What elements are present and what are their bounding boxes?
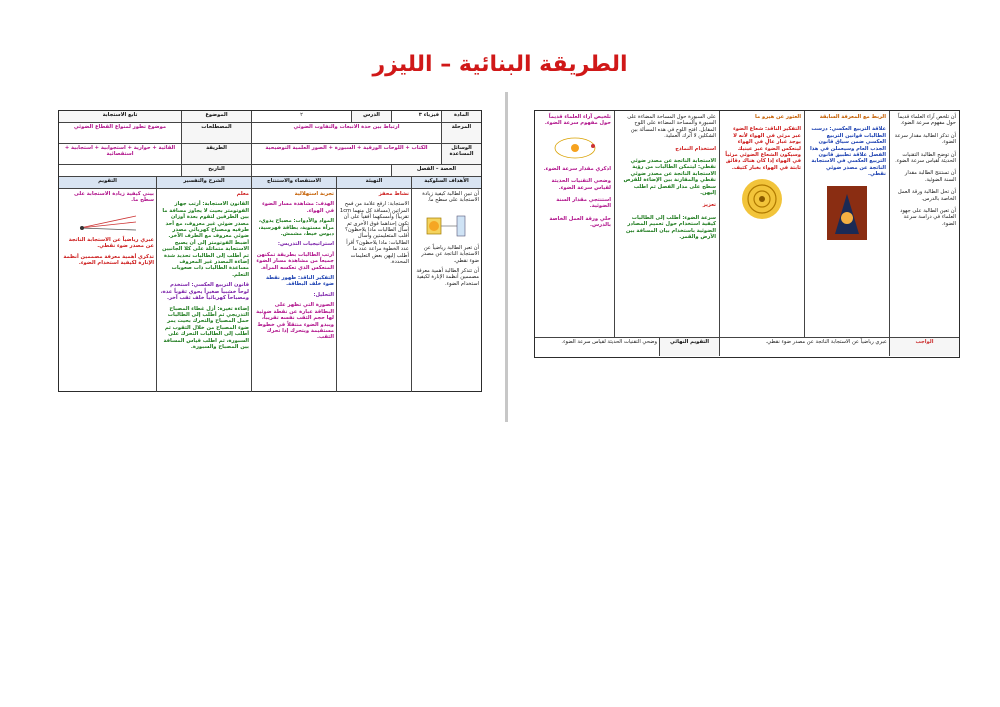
objective-item: أن تحل الطالبة ورقة العمل الخاصة بالدرس. bbox=[897, 189, 956, 202]
challenge-column bbox=[719, 111, 804, 337]
level-label: المرحلة bbox=[441, 123, 481, 143]
objective-item: أن تتذكر الطالبة أهمية معرفة مصممين أنظمة الإنارة لكيفية استخدام الضوء. bbox=[416, 268, 479, 287]
objective-item: أن تعبر الطالبة رياضياً عن الاستجابة الناتجة عن مصدر ضوء نقطي. bbox=[421, 244, 479, 264]
footer-row bbox=[535, 338, 959, 356]
objective-item: أن تبين الطالبة كيفية زيادة الاستجابة على سطح ما. bbox=[422, 191, 479, 204]
inquiry-item: الهدف: مشاهدة مسار الضوء في الهواء. bbox=[262, 201, 334, 214]
inquiry-item: التحليل: bbox=[313, 291, 334, 298]
date-value bbox=[59, 165, 181, 176]
final-eval-label: التقويم النهائي bbox=[659, 338, 719, 356]
objectives-column bbox=[411, 189, 481, 392]
info-row-2 bbox=[59, 123, 481, 144]
header-preparation: التهيئة bbox=[336, 177, 411, 188]
explain-item: إضاءة تغيرة: أزل غطاء المصباح التدريجي ثم أطلب إلى الطالبات حمل المصباح والتحرك بحيث يمر ضوء المصباح من خلال الثقوب ثم أطلب إلى الطالبات التحرك على السبورة، ثم اطلب قياس المسافة بين المصباح والسبورة. bbox=[163, 305, 249, 350]
objective-item: أن توضح الطالبة التقنيات الحديثة لقياس سرعة الضوء. bbox=[895, 151, 956, 165]
light-rings-illustration bbox=[740, 177, 784, 221]
lesson-body bbox=[59, 189, 481, 392]
column-headers bbox=[59, 177, 481, 189]
explain-item: على السبورة حول المساحة المضاءة على السبورة والمساحة المضاءة على اللوح المقابل. افتح اللوح في هذه المسألة بين الشكلين لا أترك العملية. bbox=[627, 114, 716, 140]
period-label: الحصة – الفصل bbox=[391, 165, 481, 176]
inquiry-item: المواد والأدوات: مصباح يدوي، مرآة مستوية، بطاقة فهرسية، دبوس خيط، مشمش. bbox=[258, 218, 334, 238]
terms-value: موضوع تطور لمنواع القطاع الضوئي bbox=[73, 124, 167, 130]
lesson-number: ٢ bbox=[251, 111, 351, 122]
inquiry-heading: تجربة استهلالية bbox=[294, 191, 334, 197]
aids-label: الوسائل المساعدة bbox=[441, 144, 481, 164]
homework-label: الواجب bbox=[889, 338, 959, 356]
topic-label: الموضوع bbox=[181, 111, 251, 122]
evaluation-column bbox=[59, 189, 156, 392]
lesson-plan-sheet-left bbox=[58, 110, 482, 392]
subject-value: فيزياء ٣ bbox=[391, 111, 441, 122]
subject-label: المادة bbox=[441, 111, 481, 122]
explain-item: الاستجابة الناتجة عن مصدر ضوئي نقطي: ليتمكن الطالبات من رؤية الاستجابة الناتجة عن مصدر ضوئي نقطي والمقارنة بين الإضاءة للقرص سطح على مدار الفصل ثم اطلب إليهن. bbox=[623, 158, 716, 197]
preparation-column bbox=[336, 189, 411, 392]
objective-item: أن تستنتج الطالبة مقدار السنة الضوئية. bbox=[904, 170, 956, 183]
aids-value: الكتاب + اللوحات الورقية + السبورة + الصور العلمية التوضيحية bbox=[251, 144, 441, 164]
right-objectives-column bbox=[889, 111, 959, 337]
info-row-3 bbox=[59, 144, 481, 165]
header-evaluation: التقويم bbox=[59, 177, 156, 188]
prior-text: علاقة التربيع العكسي: درست الطالبات قوانين التربيع العكسي ضمن سياق قانون الجذب العام وسيعملن في هذا الفصل علاقة تطبيق قانون التربيع العكسي في الاستجابة الناتجة عن مصدر ضوئي نقطي. bbox=[810, 126, 886, 178]
explain-item: قانون التربيع العكسي: استخدم لوحاً خشبياً صغيراً يحوي ثقوباً عدة، ومصباحاً كهربائياً خلف ثقب آخر. bbox=[160, 282, 249, 302]
preparation-text: الاستجابة: ارفع علامة من فمح المراتين (مسافة كل منهما 1cm تقريباً) وأمسكهما أفقياً على أن تكون إحداهما فوق الأخرى ثم أسأل الطالبات ماذا يلاحظون؟ أقلب المتعليمتين وأسأل الطالبات: ماذا يلاحظون؟ أقرأ عدد الخطوة مراعة عدد ما أطلب إليهن بعض التعليمات المحددة. bbox=[339, 201, 409, 266]
explain-column bbox=[156, 189, 251, 392]
summary-item: حلي ورقة العمل الخاصة بالدرس. bbox=[549, 215, 611, 229]
page-divider bbox=[505, 92, 508, 422]
lesson-title: ارتباط بين حدة الانبعاث والتفاوت الضوئي bbox=[251, 123, 441, 143]
challenge-heading: العثور عن هيرو ما bbox=[755, 114, 801, 120]
summary-item: تلخيص آراء العلماء قديماً حول مفهوم سرعة الضوء. bbox=[544, 114, 611, 127]
summary-item: استنتجي مقدار السنة الضوئية. bbox=[556, 197, 611, 210]
header-inquiry: الاستقصاء والاستنتاج bbox=[251, 177, 336, 188]
prior-knowledge-column bbox=[804, 111, 889, 337]
right-explain-column bbox=[614, 111, 719, 337]
orbit-illustration bbox=[552, 133, 598, 163]
explain-heading: معلم bbox=[236, 191, 249, 197]
inquiry-item: أرتب الطالبات بطريقة تمكنهن جميعاً من مشاهدة مسار الضوء المنعكس الذي تعكسه المرآة. bbox=[256, 251, 334, 271]
inquiry-item: استراتيجيات التدريس: bbox=[277, 241, 334, 248]
lantern-illustration bbox=[825, 184, 869, 242]
summary-column bbox=[535, 111, 614, 337]
info-row-4 bbox=[59, 165, 481, 177]
info-row-1 bbox=[59, 111, 481, 123]
objective-item: أن تذكر الطالبة مقدار سرعة الضوء. bbox=[894, 132, 956, 146]
light-ray-illustration bbox=[78, 208, 138, 234]
explain-item: سرعة الضوء: أطلب إلى الطالبات كيفية استخدام حول تعميم المصادر الضوئية باستخدام بيان المسافة بين الأرض والقمر. bbox=[625, 214, 716, 241]
header-objectives: الأهداف السلوكية bbox=[411, 177, 481, 188]
summary-item: وضحي التقنيات الحديثة لقياس سرعة الضوء. bbox=[551, 178, 611, 191]
objective-item: أن تعين الطالبة على جهود العلماء في دراسة سرعة الضوء. bbox=[900, 208, 956, 227]
header-explain: الشرح والتفسير bbox=[156, 177, 251, 188]
lesson-label: الدرس bbox=[351, 111, 391, 122]
challenge-text: التفكير الناقد: شعاع الضوء عبر مرئي في الهواء لأنه لا يوجد غبار عالٍ في الهواء لينعكس الضوء عبر عينيك وسيكون الشعاع الضوئي مرئياً في الهواء إذا كان هناك دقائق ثابتة في الهواء بغبار كثيف. bbox=[725, 126, 801, 171]
lamp-illustration bbox=[425, 208, 469, 242]
homework-value: عبري رياضياً عن الاستجابة الناتجة عن مصدر ضوء نقطي. bbox=[719, 338, 889, 356]
objective-item: أن تلخص آراء العلماء قديماً حول مفهوم سرعة الضوء. bbox=[897, 114, 956, 127]
inquiry-item: التفكير الناقد: ظهور نقطة ضوء خلف البطاقة. bbox=[265, 275, 334, 288]
explain-item: القانون الاستجابة: أرتب جهاز الفوتومتر بحيث لا يجاوز مسافة ما بين الطرفين لتقوم بعدة أوزان مصدر ضوئي غير معروف، مع أحد طرفيه ومصباح كهربائي مصدر ضوئي معروف مع الطرف الآخر. أضبط الفوتومتر إلى أن يصبح الاستجابة متماثلة على كلا الجانبين ثم أطلب إلى الطالبات تحديد شدة إضاءة المصدر غير المعروف مساعدة الطالبات ذات صعوبات التعلم. bbox=[162, 201, 249, 278]
terms-label: المصطلحات bbox=[181, 123, 251, 143]
evaluation-item: عبري رياضياً عن الاستجابة الناتجة عن مصدر ضوء نقطي. bbox=[68, 236, 154, 250]
date-label: التاريخ bbox=[181, 165, 251, 176]
method-label: الطريقة bbox=[181, 144, 251, 164]
method-value: القائية + حوارية + استجوابية + استجابية + استقصائية bbox=[64, 145, 176, 158]
lesson-plan-sheet-right bbox=[534, 110, 960, 358]
followup-label: تابع الاستجابة bbox=[59, 111, 181, 122]
inquiry-column bbox=[251, 189, 336, 392]
page-title: الطريقة البنائية – الليزر bbox=[372, 52, 628, 77]
explain-item: تعزيز bbox=[702, 202, 716, 209]
preparation-heading: نشاط محفز bbox=[378, 191, 409, 197]
prior-heading: الربط مع المعرفة السابقة bbox=[819, 114, 886, 120]
evaluation-item: تذكري أهمية معرفة مصممين أنظمة الإنارة لكيفية استخدام الضوء. bbox=[63, 253, 154, 267]
summary-item: اذكري مقدار سرعة الضوء. bbox=[543, 165, 611, 172]
explain-item: استخدام النماذج bbox=[675, 145, 716, 152]
lesson-body-right bbox=[535, 111, 959, 338]
evaluation-item: بيني كيفية زيادة الاستجابة على سطح ما. bbox=[74, 191, 154, 204]
inquiry-item: الصورة التي تظهر على البطاقة عبارة عن نقطة ضوئية لها حجم الثقب نفسه تقريباً، ويبدو الضوء منتقلاً في خطوط مستقيمة ويتحرك إذا تحرك الثقب. bbox=[256, 302, 334, 341]
final-eval-value: وضحي التقنيات الحديثة لقياس سرعة الضوء. bbox=[561, 339, 657, 345]
period-value bbox=[251, 165, 391, 176]
